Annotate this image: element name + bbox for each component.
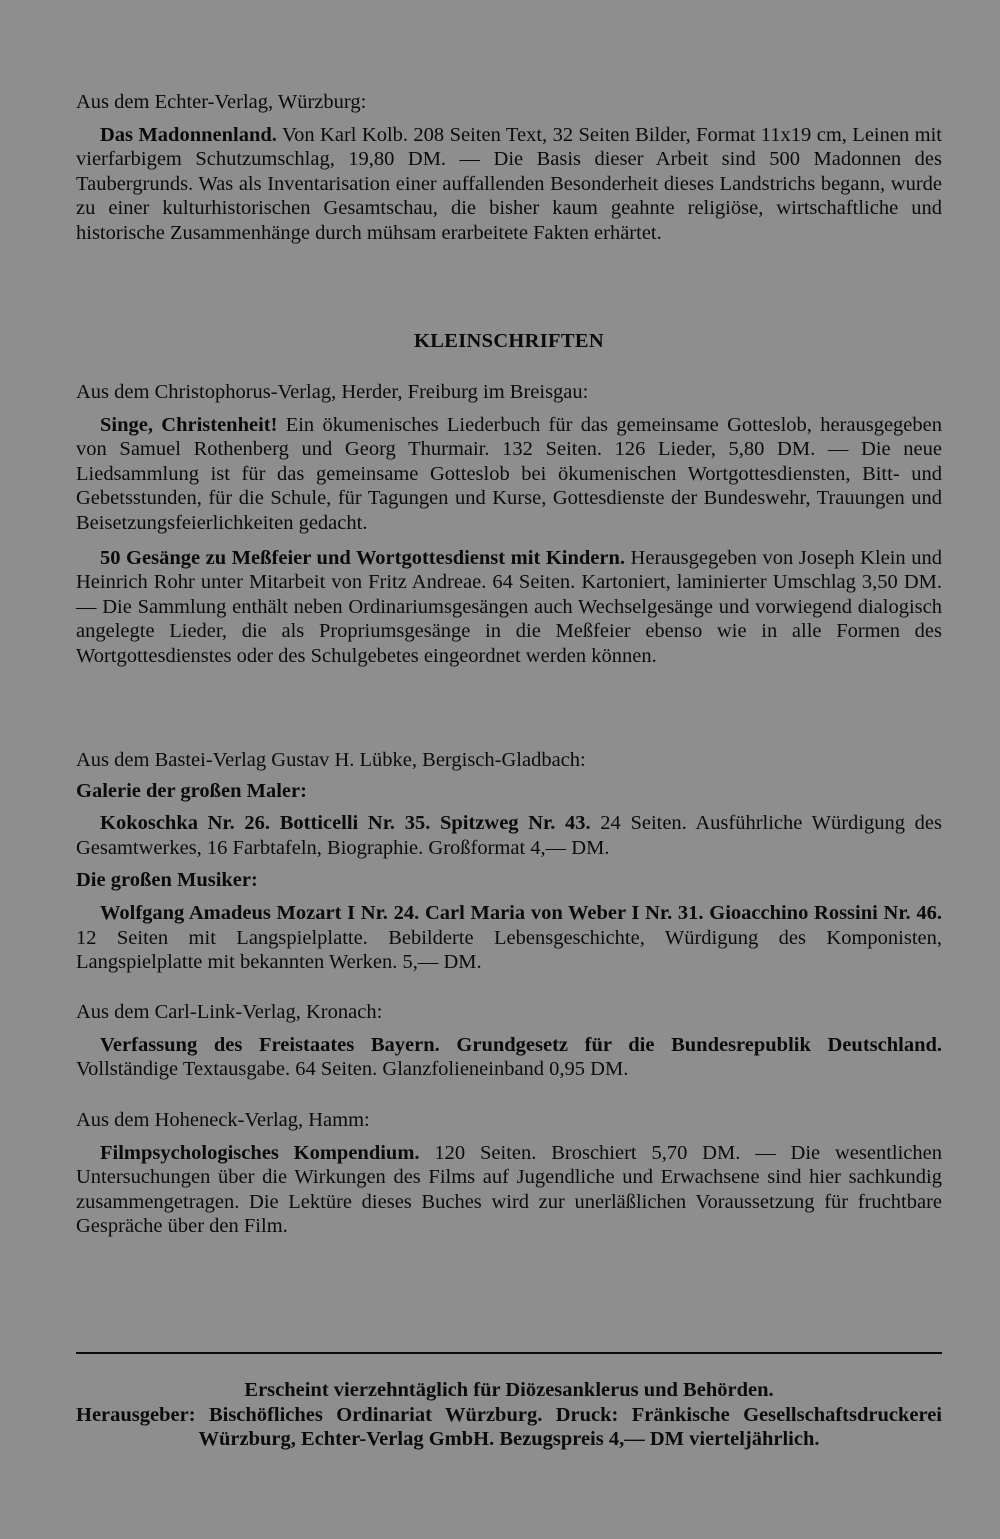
kleinschriften-section bbox=[76, 329, 942, 354]
series-title: Die großen Musiker: bbox=[76, 869, 258, 892]
book-title: Kokoschka Nr. 26. Botticelli Nr. 35. Spitzweg Nr. 43. bbox=[100, 812, 591, 835]
imprint-footer bbox=[76, 1378, 942, 1452]
book-title: Wolfgang Amadeus Mozart I Nr. 24. Carl Maria von Weber I Nr. 31. Gioacchino Rossini Nr. 46. bbox=[100, 901, 942, 924]
book-title: Verfassung des Freistaates Bayern. Grundgesetz für die Bundesrepublik Deutschland. bbox=[100, 1033, 942, 1056]
publisher-imprint: Herausgeber: Bischöfliches Ordinariat Würzburg. Druck: Fränkische Gesellschaftsdruckerei Würzburg, Echter-Verlag GmbH. Bezugspreis 4,— DM vierteljährlich. bbox=[76, 1403, 942, 1451]
book-title: Singe, Christenheit! bbox=[100, 413, 278, 436]
book-description: Herausgegeben von Joseph Klein und Heinrich Rohr unter Mitarbeit von Fritz Andreae. 64 Seiten. Kartoniert, laminierter Umschlag 3,50 DM. — Die Sammlung enthält neben Ordinariumsgesängen auch Wechselgesänge und vorwiegend dialogisch angelegte Lieder, die als Propriumsgesänge in die Meßfeier ebenso wie in alle Formen des Wortgottesdienstes oder des Schulgebetes eingeordnet werden können. bbox=[76, 546, 942, 667]
publication-frequency: Erscheint vierzehntäglich für Diözesanklerus und Behörden. bbox=[244, 1379, 774, 1401]
publisher-source: Aus dem Hoheneck-Verlag, Hamm: bbox=[76, 1109, 370, 1131]
book-entry bbox=[76, 1033, 942, 1082]
hoheneck-section bbox=[76, 1108, 942, 1239]
publisher-source: Aus dem Christophorus-Verlag, Herder, Freiburg im Breisgau: bbox=[76, 381, 589, 403]
book-entry bbox=[76, 1141, 942, 1239]
book-entry bbox=[76, 901, 942, 975]
publisher-source: Aus dem Echter-Verlag, Würzburg: bbox=[76, 91, 367, 113]
publisher-source: Aus dem Carl-Link-Verlag, Kronach: bbox=[76, 1001, 383, 1023]
book-entry bbox=[76, 123, 942, 246]
carllink-section bbox=[76, 1000, 942, 1082]
book-description: Ein ökumenisches Liederbuch für das gemeinsame Gotteslob, herausgegeben von Samuel Rothenberg und Georg Thurmair. 132 Seiten. 126 Lieder, 5,80 DM. — Die neue Liedsammlung ist für das gemeinsame Gotteslob bei ökumenischen Wortgottesdiensten, Bitt- und Gebetsstunden, für die Schule, für Tagungen und Kurse, Gottesdienste der Bundeswehr, Trauungen und Beisetzungsfeierlichkeiten gedacht. bbox=[76, 413, 942, 534]
book-description: 12 Seiten mit Langspielplatte. Bebilderte Lebensgeschichte, Würdigung des Komponisten, Langspielplatte mit bekannten Werken. 5,— DM. bbox=[76, 926, 942, 974]
book-entry bbox=[76, 413, 942, 536]
book-description: Von Karl Kolb. 208 Seiten Text, 32 Seiten Bilder, Format 11x19 cm, Leinen mit vierfarbigem Schutzumschlag, 19,80 DM. — Die Basis dieser Arbeit sind 500 Madonnen des Taubergrunds. Was als Inventarisation einer auffallenden Besonderheit dieses Landstrichs begann, wurde zu einer kulturhistorischen Gesamtschau, die bisher kaum geahnte religiöse, wirtschaftliche und historische Zusammenhänge durch mühsam erarbeitete Fakten erhärtet. bbox=[76, 123, 942, 244]
book-title: Filmpsychologisches Kompendium. bbox=[100, 1141, 420, 1164]
christophorus-section bbox=[76, 380, 942, 669]
book-entry bbox=[76, 811, 942, 860]
echter-section bbox=[76, 90, 942, 246]
book-title: 50 Gesänge zu Meßfeier und Wortgottesdienst mit Kindern. bbox=[100, 546, 625, 569]
book-entry bbox=[76, 546, 942, 669]
book-description: Vollständige Textausgabe. 64 Seiten. Glanzfolieneinband 0,95 DM. bbox=[76, 1058, 629, 1081]
publisher-source: Aus dem Bastei-Verlag Gustav H. Lübke, Bergisch-Gladbach: bbox=[76, 749, 586, 771]
book-description: 120 Seiten. Broschiert 5,70 DM. — Die wesentlichen Untersuchungen über die Wirkungen des Films auf Jugendliche und Erwachsene sind hier sachkundig zusammengetragen. Die Lektüre dieses Buches wird zur unerläßlichen Voraussetzung für fruchtbare Gespräche über den Film. bbox=[76, 1141, 943, 1238]
bastei-section bbox=[76, 748, 942, 975]
book-title: Das Madonnenland. bbox=[100, 123, 277, 146]
book-description: 24 Seiten. Ausführliche Würdigung des Gesamtwerkes, 16 Farbtafeln, Biographie. Großformat 4,— DM. bbox=[76, 812, 942, 859]
footer-divider bbox=[76, 1352, 942, 1354]
series-title: Galerie der großen Maler: bbox=[76, 779, 307, 802]
section-heading: KLEINSCHRIFTEN bbox=[414, 330, 604, 352]
